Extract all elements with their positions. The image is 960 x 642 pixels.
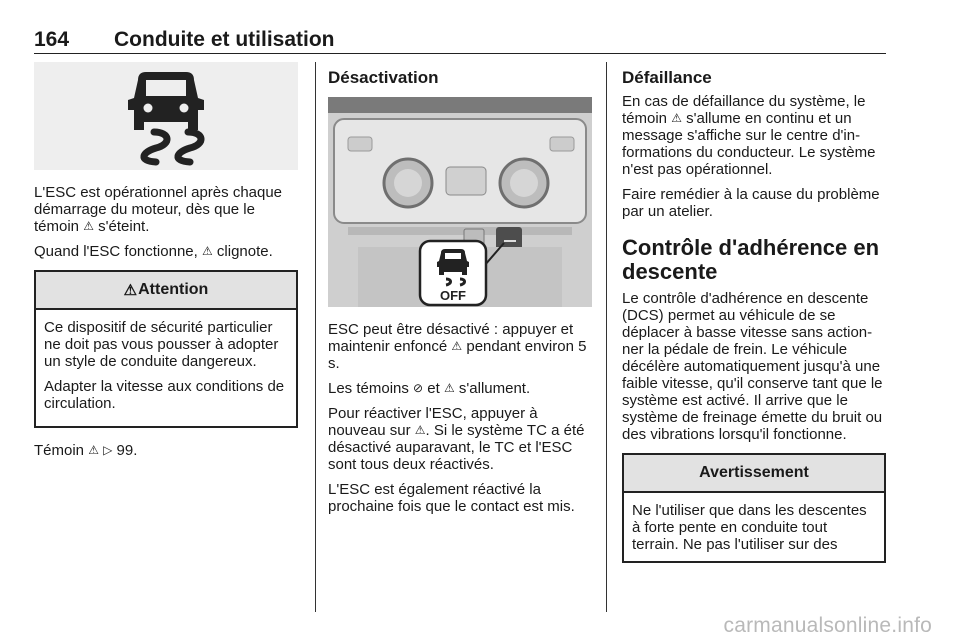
paragraph: Témoin ⚠ ▷ 99. [34, 442, 138, 459]
column-1 [34, 62, 298, 467]
warning-body: Ne l'utiliser que dans les descentes à forte pente en conduite tout terrain. Ne pas l'utiliser sur des [632, 502, 867, 553]
attention-header: ⚠ Attention [36, 272, 296, 310]
skid-car-off-icon: ⚠ [414, 423, 426, 437]
skid-car-icon: ⚠ [83, 219, 94, 233]
warning-box [622, 453, 886, 563]
skid-car-icon: ⚠ [671, 111, 682, 125]
tc-off-icon: ⊘ [413, 381, 424, 395]
paragraph: L'ESC est également réactivé la prochaine fois que le contact est mis. [328, 481, 575, 515]
paragraph: Faire remédier à la cause du problème par un atelier. [622, 186, 880, 220]
paragraph: Les témoins ⊘ et ⚠ s'allument. [328, 380, 531, 397]
paragraph: Le contrôle d'adhérence en descente (DCS) permet au véhicule de se déplacer à basse vitesse sans actionner la pédale de frein. Le véhicule décélère automatiquement jusqu'à une faible vitesse, qu'il conserve tant que le système est activé. Il arrive que le système de freinage émette du bruit ou des vibrations lorsqu'il fonctionne. [622, 290, 883, 443]
paragraph: En cas de défaillance du système, le témoin ⚠ s'allume en continu et un message s'affiche sur le centre d'informations du conducteur. Le système n'est pas opérationnel. [622, 93, 876, 178]
column-2 [328, 62, 592, 523]
skid-car-icon: ⚠ [201, 244, 213, 258]
attention-body: Ce dispositif de sécurité particulier ne doit pas vous pousser à adopter un style de conduite dangereux. Adapter la vitesse aux conditions de circulation. [44, 319, 285, 412]
column-3 [622, 62, 886, 563]
esc-warning-light-figure [34, 62, 298, 170]
page-number: 164 [34, 28, 70, 51]
skid-car-off-icon: ⚠ [451, 339, 463, 353]
section-heading: Contrôle d'adhérence en descente [622, 235, 880, 284]
paragraph: ESC peut être désactivé : appuyer et maintenir enfoncé ⚠ pendant environ 5 s. [328, 321, 587, 372]
column-divider [606, 62, 607, 612]
header-rule [34, 53, 886, 54]
warning-header: Avertissement [624, 455, 884, 493]
page-header [34, 22, 886, 56]
paragraph: Pour réactiver l'ESC, appuyer à nouveau sur ⚠. Si le système TC a été désactivé auparavant, le TC et l'ESC sont tous deux réactivés. [328, 405, 585, 473]
paragraph: L'ESC est opérationnel après chaque démarrage du moteur, dès que le témoin ⚠ s'éteint. [34, 184, 283, 235]
paragraph: Quand l'ESC fonctionne, ⚠ clignote. [34, 243, 273, 260]
skid-car-icon: ⚠ [443, 381, 455, 395]
section-heading: Défaillance [622, 68, 712, 87]
column-divider [315, 62, 316, 612]
off-button-label: OFF [440, 288, 466, 303]
center-console-illustration [328, 97, 592, 307]
page-title: Conduite et utilisation [114, 28, 335, 51]
console-photo-figure [328, 97, 592, 307]
section-heading: Désactivation [328, 68, 439, 87]
watermark: carmanualsonline.info [723, 614, 932, 637]
page-reference-icon: ▷ [103, 443, 113, 457]
skid-car-icon: ⚠ [88, 443, 99, 457]
warning-triangle-icon: ⚠ [123, 282, 138, 299]
attention-box [34, 270, 298, 428]
skid-car-icon [34, 62, 298, 170]
